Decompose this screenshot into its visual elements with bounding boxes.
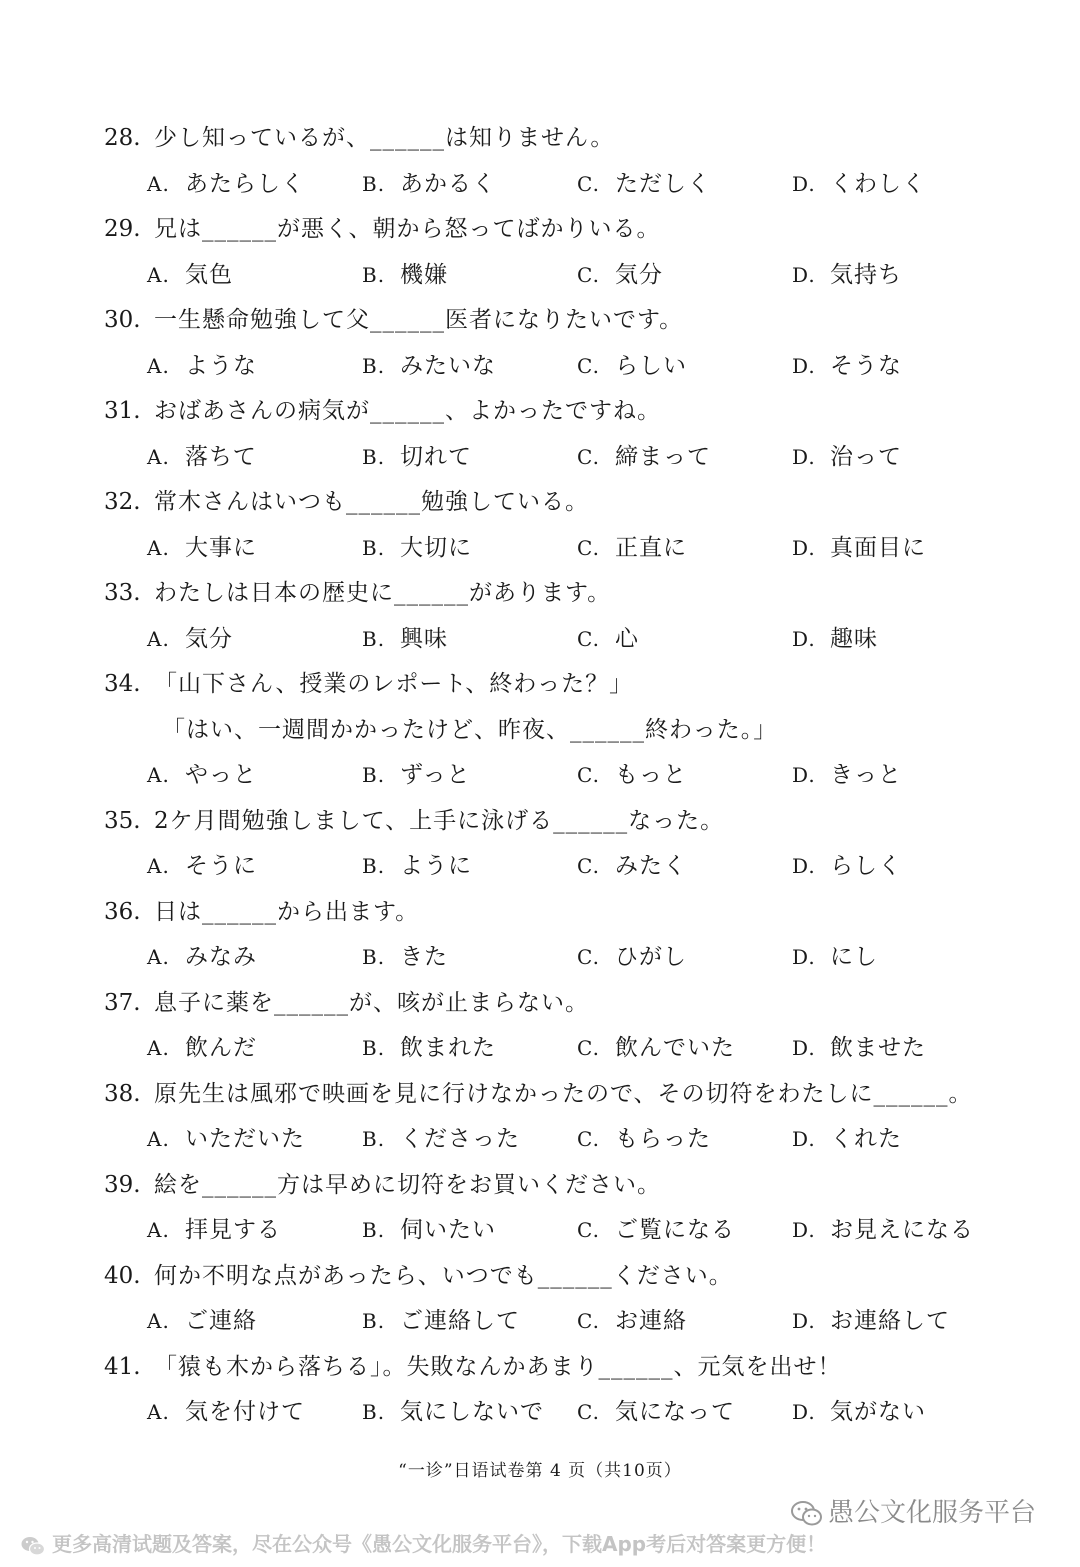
option-a xyxy=(147,435,257,481)
option-letter: C. xyxy=(577,1400,600,1424)
question-text: 「山下さん、授業のレポート、終わった？」 xyxy=(154,671,634,697)
option-text: 飲んだ xyxy=(185,1035,257,1061)
option-a xyxy=(147,753,257,799)
option-text: 真面目に xyxy=(830,534,926,561)
option-text: みなみ xyxy=(185,944,257,970)
question-stem xyxy=(104,1163,1064,1209)
option-letter: D. xyxy=(792,444,816,469)
option-letter: B. xyxy=(362,945,386,969)
question-stem xyxy=(104,1254,1064,1300)
question-stem xyxy=(104,1072,1064,1118)
option-text: お連絡 xyxy=(615,1308,687,1334)
option-text: 飲ませた xyxy=(830,1035,926,1061)
option-d xyxy=(792,1208,974,1254)
option-text: そうに xyxy=(185,853,257,879)
option-b xyxy=(362,844,472,890)
option-b xyxy=(362,935,448,981)
option-d xyxy=(792,935,878,981)
option-text: ただしく xyxy=(615,170,711,197)
option-letter: C. xyxy=(577,945,600,969)
option-c xyxy=(577,162,711,208)
option-letter: B. xyxy=(362,1127,386,1151)
option-letter: B. xyxy=(362,626,386,651)
option-text: 正直に xyxy=(615,534,687,561)
option-b xyxy=(362,1117,520,1163)
option-text: らしく xyxy=(830,853,902,879)
option-row xyxy=(104,526,1064,572)
option-letter: A. xyxy=(147,1309,170,1333)
question-text: 「猿も木から落ちる」。失敗なんかあまり______、元気を出せ！ xyxy=(154,1353,842,1380)
question-stem xyxy=(104,480,1064,526)
option-a xyxy=(147,1208,281,1254)
option-letter: C. xyxy=(577,626,600,651)
option-letter: C. xyxy=(577,444,600,469)
question-text: 2ケ月間勉強しまして、上手に泳げる______なった。 xyxy=(154,807,725,834)
option-text: いただいた xyxy=(185,1126,305,1152)
option-a xyxy=(147,162,305,208)
option-text: みたく xyxy=(615,853,687,879)
option-text: らしい xyxy=(615,352,687,379)
question-text: 一生懸命勉強して父______医者になりたいです。 xyxy=(154,307,684,333)
question-number: 28. xyxy=(104,125,141,151)
question-stem xyxy=(104,207,1064,253)
option-text: 気分 xyxy=(185,625,233,652)
question-number: 29. xyxy=(104,216,141,242)
option-d xyxy=(792,1117,902,1163)
question-text: わたしは日本の歴史に______があります。 xyxy=(154,580,612,606)
option-letter: D. xyxy=(792,1309,816,1333)
option-c xyxy=(577,435,711,481)
option-letter: A. xyxy=(147,1218,170,1242)
option-row xyxy=(104,1390,1064,1436)
question-number: 30. xyxy=(104,307,141,333)
option-text: きた xyxy=(400,944,448,970)
option-d xyxy=(792,435,902,481)
question-stem xyxy=(104,1345,1064,1391)
option-text: 気にしないで xyxy=(400,1399,544,1425)
option-row xyxy=(104,1208,1064,1254)
option-letter: C. xyxy=(577,1309,600,1333)
option-b xyxy=(362,617,448,663)
option-letter: D. xyxy=(792,945,816,969)
option-letter: B. xyxy=(362,1218,386,1242)
option-text: そうな xyxy=(830,352,902,379)
option-b xyxy=(362,753,471,799)
option-d xyxy=(792,1299,950,1345)
option-text: 気分 xyxy=(615,261,663,288)
option-text: くださった xyxy=(400,1126,520,1152)
option-d xyxy=(792,526,926,572)
option-row xyxy=(104,1299,1064,1345)
option-text: 心 xyxy=(615,625,639,652)
question-stem xyxy=(104,571,1064,617)
option-letter: A. xyxy=(147,1400,170,1424)
option-letter: D. xyxy=(792,626,816,651)
option-row xyxy=(104,344,1064,390)
option-c xyxy=(577,935,687,981)
question-text: 常木さんはいつも______勉強している。 xyxy=(154,489,589,515)
option-c xyxy=(577,844,687,890)
option-b xyxy=(362,344,496,390)
option-letter: C. xyxy=(577,854,600,878)
option-letter: C. xyxy=(577,353,600,378)
option-letter: B. xyxy=(362,444,386,469)
option-b xyxy=(362,526,472,572)
option-letter: B. xyxy=(362,763,386,787)
question-text: 兄は______が悪く、朝から怒ってばかりいる。 xyxy=(154,216,661,242)
option-text: 切れて xyxy=(400,443,472,470)
option-text: ご連絡 xyxy=(185,1308,257,1334)
option-text: ご覧になる xyxy=(615,1217,735,1243)
option-letter: C. xyxy=(577,262,600,287)
option-letter: B. xyxy=(362,353,386,378)
question-number: 41. xyxy=(104,1353,141,1380)
wechat-icon xyxy=(790,1500,824,1528)
option-text: くれた xyxy=(830,1126,902,1152)
option-text: やっと xyxy=(185,762,257,788)
option-d xyxy=(792,753,902,799)
option-letter: A. xyxy=(147,854,170,878)
option-text: 伺いたい xyxy=(400,1217,496,1243)
option-b xyxy=(362,1208,496,1254)
option-letter: B. xyxy=(362,1036,386,1060)
option-a xyxy=(147,1026,257,1072)
option-text: ように xyxy=(400,853,472,879)
question-text: 息子に薬を______が、咳が止まらない。 xyxy=(154,989,589,1016)
option-text: 飲まれた xyxy=(400,1035,496,1061)
option-d xyxy=(792,1026,926,1072)
option-text: ひがし xyxy=(615,944,687,970)
option-a xyxy=(147,253,233,299)
option-a xyxy=(147,1390,305,1436)
option-letter: A. xyxy=(147,262,170,287)
question-number: 34. xyxy=(104,671,141,697)
option-text: あたらしく xyxy=(185,170,305,197)
option-c xyxy=(577,617,639,663)
option-c xyxy=(577,1026,735,1072)
option-text: あかるく xyxy=(400,170,496,197)
question-number: 35. xyxy=(104,807,141,834)
option-letter: C. xyxy=(577,1218,600,1242)
option-row xyxy=(104,435,1064,481)
question-number: 39. xyxy=(104,1171,141,1198)
question-stem xyxy=(104,890,1064,936)
watermark-brand-text: 愚公文化服务平台 xyxy=(828,1498,1037,1528)
option-letter: A. xyxy=(147,1127,170,1151)
option-text: きっと xyxy=(830,762,902,788)
option-letter: B. xyxy=(362,535,386,560)
option-row xyxy=(104,1117,1064,1163)
option-text: もらった xyxy=(615,1126,711,1152)
question-number: 37. xyxy=(104,989,141,1016)
option-a xyxy=(147,617,233,663)
option-letter: D. xyxy=(792,1127,816,1151)
option-d xyxy=(792,1390,926,1436)
option-letter: D. xyxy=(792,854,816,878)
option-letter: A. xyxy=(147,1036,170,1060)
question-stem xyxy=(104,662,1064,708)
option-c xyxy=(577,1299,687,1345)
option-text: 大事に xyxy=(185,534,257,561)
option-d xyxy=(792,344,902,390)
question-text: 原先生は風邪で映画を見に行けなかったので、その切符をわたしに______。 xyxy=(154,1080,973,1107)
option-row xyxy=(104,162,1064,208)
option-letter: B. xyxy=(362,1400,386,1424)
option-c xyxy=(577,1117,711,1163)
option-text: 気を付けて xyxy=(185,1399,305,1425)
question-stem xyxy=(104,799,1064,845)
question-text: 絵を______方は早めに切符をお買いください。 xyxy=(154,1171,661,1198)
option-letter: C. xyxy=(577,763,600,787)
option-row xyxy=(104,935,1064,981)
question-text: 何か不明な点があったら、いつでも______ください。 xyxy=(154,1262,733,1289)
option-c xyxy=(577,526,687,572)
option-b xyxy=(362,162,496,208)
option-text: 気持ち xyxy=(830,261,902,288)
option-letter: D. xyxy=(792,1400,816,1424)
question-text: 日は______から出ます。 xyxy=(154,898,420,925)
option-letter: C. xyxy=(577,535,600,560)
option-c xyxy=(577,344,687,390)
option-b xyxy=(362,435,472,481)
option-letter: C. xyxy=(577,1127,600,1151)
option-text: 機嫌 xyxy=(400,261,448,288)
option-c xyxy=(577,253,663,299)
option-letter: B. xyxy=(362,262,386,287)
option-letter: B. xyxy=(362,1309,386,1333)
option-text: お連絡して xyxy=(830,1308,950,1334)
option-d xyxy=(792,844,902,890)
option-letter: A. xyxy=(147,353,170,378)
option-b xyxy=(362,253,448,299)
page-footer: “一诊”日语试卷第 4 页（共10页） xyxy=(398,1461,682,1481)
question-text: おばあさんの病気が______、よかったですね。 xyxy=(154,398,661,424)
question-stem xyxy=(104,298,1064,344)
option-d xyxy=(792,617,878,663)
question-stem xyxy=(104,981,1064,1027)
option-row xyxy=(104,617,1064,663)
option-a xyxy=(147,1117,305,1163)
option-letter: D. xyxy=(792,353,816,378)
question-text: 少し知っているが、______は知りません。 xyxy=(154,125,615,151)
option-a xyxy=(147,1299,257,1345)
option-letter: A. xyxy=(147,626,170,651)
option-c xyxy=(577,1208,735,1254)
option-text: 趣味 xyxy=(830,625,878,652)
option-text: もっと xyxy=(615,762,687,788)
option-row xyxy=(104,253,1064,299)
question-number: 36. xyxy=(104,898,141,925)
option-letter: C. xyxy=(577,171,600,196)
option-c xyxy=(577,753,687,799)
option-row xyxy=(104,753,1064,799)
option-d xyxy=(792,162,926,208)
option-letter: D. xyxy=(792,535,816,560)
option-a xyxy=(147,526,257,572)
question-number: 40. xyxy=(104,1262,141,1289)
option-letter: D. xyxy=(792,262,816,287)
option-letter: D. xyxy=(792,1218,816,1242)
option-text: にし xyxy=(830,944,878,970)
watermark-bottom xyxy=(20,1527,826,1561)
question-stem xyxy=(104,389,1064,435)
question-number: 38. xyxy=(104,1080,141,1107)
option-text: 締まって xyxy=(615,443,711,470)
option-letter: D. xyxy=(792,1036,816,1060)
wechat-icon xyxy=(20,1535,46,1557)
watermark-brand xyxy=(790,1495,1036,1531)
option-text: お見えになる xyxy=(830,1217,974,1243)
option-text: 気色 xyxy=(185,261,233,288)
option-letter: A. xyxy=(147,444,170,469)
option-text: 治って xyxy=(830,443,902,470)
option-c xyxy=(577,1390,735,1436)
question-number: 33. xyxy=(104,580,141,606)
option-text: 落ちて xyxy=(185,443,257,470)
question-number: 31. xyxy=(104,398,141,424)
option-letter: A. xyxy=(147,535,170,560)
option-b xyxy=(362,1299,520,1345)
option-text: ずっと xyxy=(400,762,471,788)
option-text: くわしく xyxy=(830,170,926,197)
option-text: 大切に xyxy=(400,534,472,561)
option-text: ご連絡して xyxy=(400,1308,520,1334)
option-letter: B. xyxy=(362,171,386,196)
option-letter: A. xyxy=(147,763,170,787)
option-text: 興味 xyxy=(400,625,448,652)
option-text: 気になって xyxy=(615,1399,735,1425)
option-a xyxy=(147,844,257,890)
option-a xyxy=(147,344,257,390)
option-letter: A. xyxy=(147,945,170,969)
option-a xyxy=(147,935,257,981)
option-text: みたいな xyxy=(400,352,496,379)
option-text: 気がない xyxy=(830,1399,926,1425)
option-text: 拝見する xyxy=(185,1217,281,1243)
question-text-continued: 「はい、一週間かかったけど、昨夜、______終わった。」 xyxy=(162,716,778,743)
option-row xyxy=(104,844,1064,890)
watermark-bottom-text: 更多高清试题及答案，尽在公众号《愚公文化服务平台》，下载App考后对答案更方便！ xyxy=(52,1532,827,1556)
question-list xyxy=(104,116,1064,1436)
question-stem xyxy=(104,116,1064,162)
option-letter: C. xyxy=(577,1036,600,1060)
option-letter: B. xyxy=(362,854,386,878)
option-text: ような xyxy=(185,352,257,379)
option-letter: D. xyxy=(792,763,816,787)
option-letter: D. xyxy=(792,171,816,196)
option-d xyxy=(792,253,902,299)
option-b xyxy=(362,1026,496,1072)
option-letter: A. xyxy=(147,171,170,196)
question-number: 32. xyxy=(104,489,141,515)
option-b xyxy=(362,1390,544,1436)
option-text: 飲んでいた xyxy=(615,1035,735,1061)
option-row xyxy=(104,1026,1064,1072)
